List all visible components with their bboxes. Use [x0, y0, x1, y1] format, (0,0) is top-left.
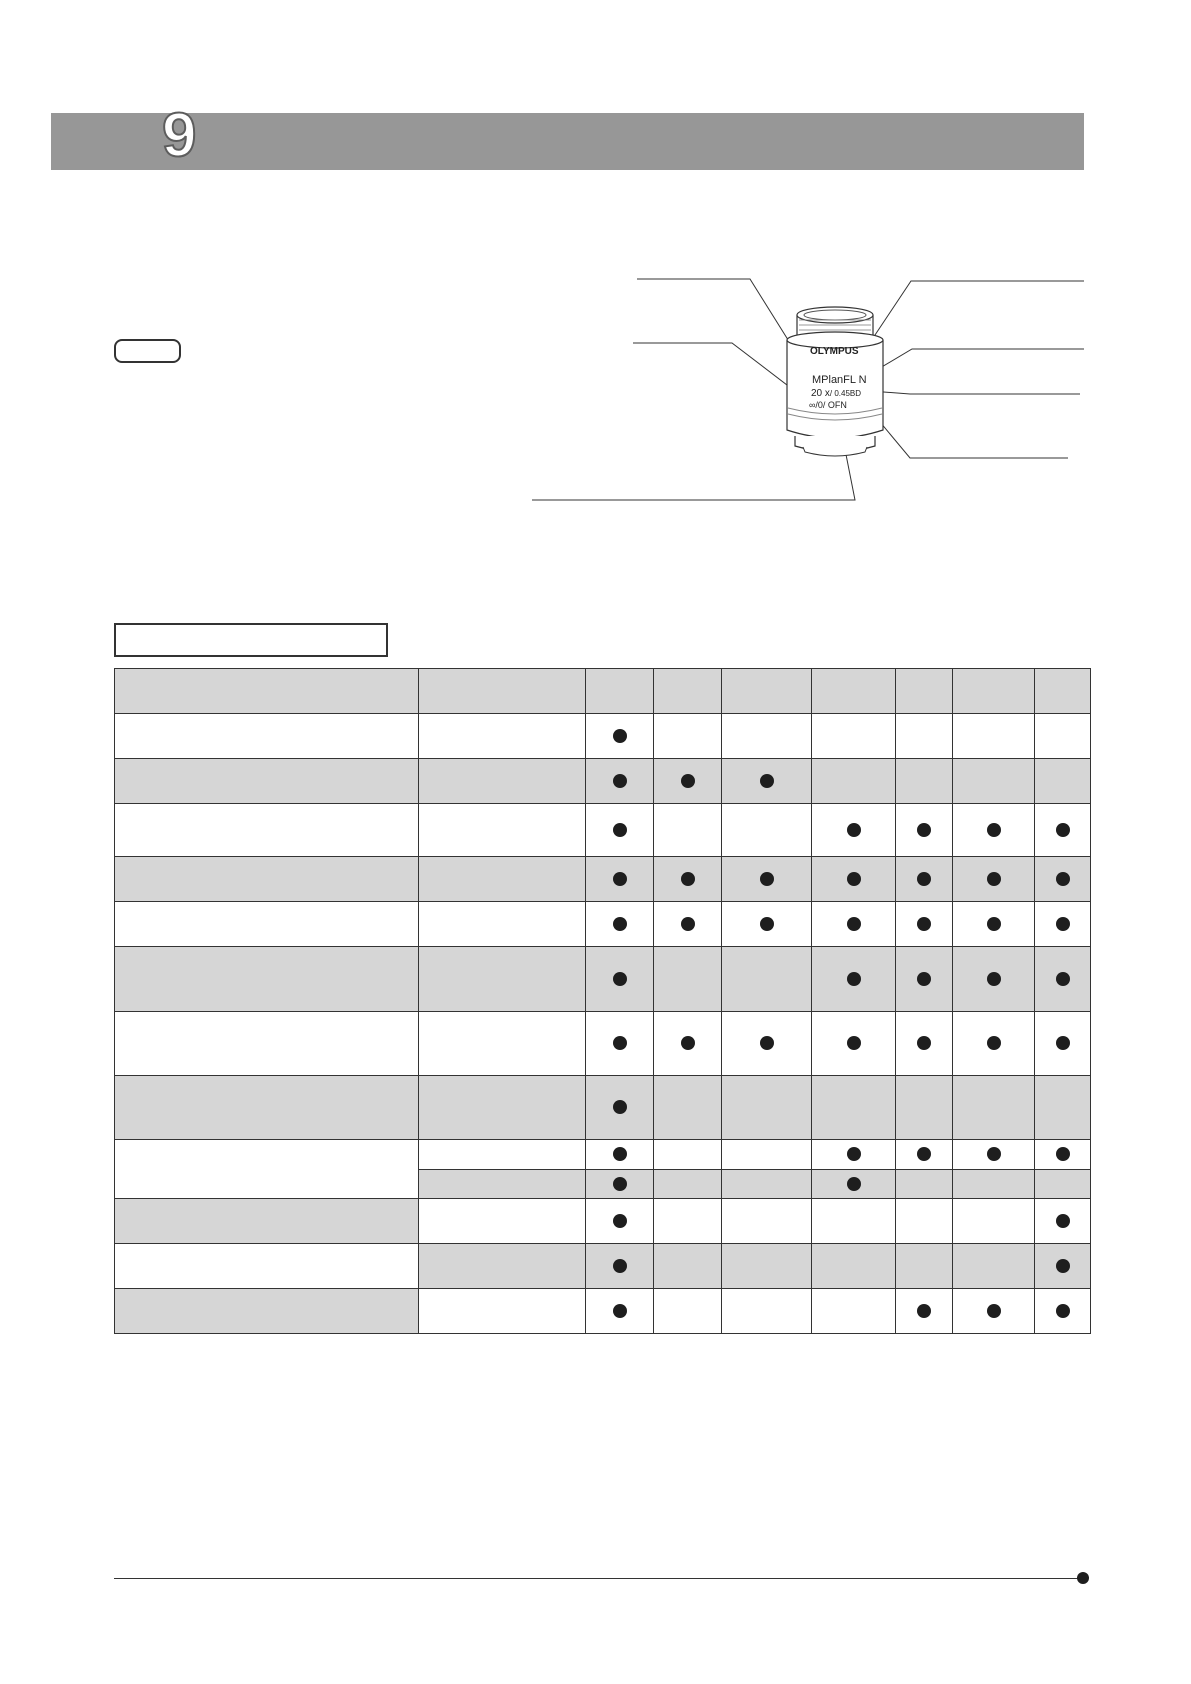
compat-cell	[722, 1244, 812, 1289]
compatible-mark-icon	[613, 1036, 627, 1050]
compatible-mark-icon	[613, 1100, 627, 1114]
compatible-mark-icon	[613, 917, 627, 931]
compat-cell	[1035, 804, 1091, 857]
compat-cell	[586, 1170, 654, 1199]
compat-cell	[953, 1012, 1035, 1076]
row-type-cell	[419, 1140, 586, 1170]
compatible-mark-icon	[613, 1259, 627, 1273]
compat-cell	[812, 1012, 896, 1076]
compatible-mark-icon	[681, 872, 695, 886]
compat-cell	[722, 1199, 812, 1244]
compat-cell	[722, 902, 812, 947]
footer-rule	[114, 1578, 1082, 1579]
compat-cell	[586, 902, 654, 947]
row-label-cell	[115, 804, 419, 857]
leader-line-right-3	[858, 390, 1080, 394]
compatible-mark-icon	[613, 1214, 627, 1228]
compat-cell	[654, 714, 722, 759]
row-type-cell	[419, 1076, 586, 1140]
table-header-cell	[812, 669, 896, 714]
table-row	[115, 1289, 1091, 1334]
compat-cell	[722, 1012, 812, 1076]
compatible-mark-icon	[847, 823, 861, 837]
compat-cell	[1035, 1140, 1091, 1170]
compatible-mark-icon	[681, 1036, 695, 1050]
compat-cell	[722, 1289, 812, 1334]
leader-line-upper-left	[637, 279, 810, 375]
compat-cell	[722, 1170, 812, 1199]
table-header-cell	[654, 669, 722, 714]
compat-cell	[953, 1289, 1035, 1334]
table-row	[115, 1140, 1091, 1170]
compat-cell	[812, 1289, 896, 1334]
compat-cell	[812, 857, 896, 902]
compat-cell	[812, 759, 896, 804]
compatible-mark-icon	[917, 972, 931, 986]
compatible-mark-icon	[681, 917, 695, 931]
compat-cell	[654, 857, 722, 902]
compat-cell	[654, 902, 722, 947]
table-header-cell	[419, 669, 586, 714]
row-label-cell	[115, 1012, 419, 1076]
row-type-cell	[419, 902, 586, 947]
compat-cell	[896, 804, 953, 857]
compat-cell	[654, 947, 722, 1012]
compat-cell	[1035, 1012, 1091, 1076]
compatible-mark-icon	[917, 823, 931, 837]
table-header-cell	[896, 669, 953, 714]
table-row	[115, 759, 1091, 804]
table-header-row	[115, 669, 1091, 714]
compatible-mark-icon	[1056, 1147, 1070, 1161]
compatible-mark-icon	[1056, 1259, 1070, 1273]
compatible-mark-icon	[1056, 1036, 1070, 1050]
compat-cell	[812, 1199, 896, 1244]
compatibility-table	[114, 668, 1091, 1334]
table-header-cell	[953, 669, 1035, 714]
row-type-cell	[419, 714, 586, 759]
table-header-cell	[586, 669, 654, 714]
compat-cell	[896, 1244, 953, 1289]
compat-cell	[654, 1170, 722, 1199]
compatible-mark-icon	[987, 1036, 1001, 1050]
compat-cell	[953, 1199, 1035, 1244]
compatible-mark-icon	[917, 1036, 931, 1050]
row-label-cell	[115, 1289, 419, 1334]
compatible-mark-icon	[917, 1147, 931, 1161]
compatible-mark-icon	[613, 774, 627, 788]
compatible-mark-icon	[847, 972, 861, 986]
compat-cell	[812, 1244, 896, 1289]
row-type-cell	[419, 1170, 586, 1199]
compat-cell	[953, 759, 1035, 804]
compat-cell	[1035, 714, 1091, 759]
row-label-cell	[115, 1244, 419, 1289]
compat-cell	[953, 804, 1035, 857]
compat-cell	[586, 1140, 654, 1170]
compat-cell	[722, 714, 812, 759]
table-row	[115, 857, 1091, 902]
compatible-mark-icon	[1056, 1304, 1070, 1318]
compatible-mark-icon	[987, 972, 1001, 986]
compatible-mark-icon	[613, 972, 627, 986]
compat-cell	[722, 804, 812, 857]
compatible-mark-icon	[847, 1147, 861, 1161]
compatible-mark-icon	[847, 1036, 861, 1050]
compatible-mark-icon	[1056, 972, 1070, 986]
compat-cell	[896, 1012, 953, 1076]
compat-cell	[896, 714, 953, 759]
row-type-cell	[419, 1289, 586, 1334]
compat-cell	[586, 1012, 654, 1076]
compatible-mark-icon	[681, 774, 695, 788]
compatible-mark-icon	[987, 823, 1001, 837]
compatible-mark-icon	[1056, 872, 1070, 886]
compat-cell	[812, 1170, 896, 1199]
leader-line-upper-right	[855, 281, 1084, 365]
table-header-cell	[115, 669, 419, 714]
compat-cell	[586, 1076, 654, 1140]
compat-cell	[654, 1012, 722, 1076]
compat-cell	[812, 1076, 896, 1140]
compatible-mark-icon	[613, 872, 627, 886]
compat-cell	[896, 1170, 953, 1199]
compat-cell	[953, 1170, 1035, 1199]
compat-cell	[722, 857, 812, 902]
compat-cell	[586, 1244, 654, 1289]
compat-cell	[953, 714, 1035, 759]
compatible-mark-icon	[1056, 823, 1070, 837]
compat-cell	[654, 1244, 722, 1289]
compat-cell	[812, 1140, 896, 1170]
compat-cell	[654, 1140, 722, 1170]
compatible-mark-icon	[613, 823, 627, 837]
objective-model: MPlanFL N	[812, 374, 867, 386]
table-header-cell	[722, 669, 812, 714]
compatible-mark-icon	[847, 917, 861, 931]
compat-cell	[586, 804, 654, 857]
compat-cell	[586, 1289, 654, 1334]
footer-dot	[1077, 1572, 1089, 1584]
compatible-mark-icon	[760, 872, 774, 886]
compat-cell	[1035, 1199, 1091, 1244]
compat-cell	[812, 714, 896, 759]
row-type-cell	[419, 1012, 586, 1076]
compatible-mark-icon	[760, 917, 774, 931]
compat-cell	[722, 1140, 812, 1170]
compat-cell	[953, 857, 1035, 902]
compat-cell	[812, 804, 896, 857]
compat-cell	[722, 947, 812, 1012]
compat-cell	[953, 1076, 1035, 1140]
leader-line-right-4	[870, 410, 1068, 458]
objective-spec	[811, 388, 861, 399]
compat-cell	[953, 1140, 1035, 1170]
compat-cell	[586, 759, 654, 804]
objective-spec-magnification: 20 x	[811, 388, 830, 399]
table-row	[115, 804, 1091, 857]
compat-cell	[586, 714, 654, 759]
compat-cell	[896, 1289, 953, 1334]
compat-cell	[654, 1289, 722, 1334]
compatible-mark-icon	[987, 917, 1001, 931]
compat-cell	[654, 1076, 722, 1140]
compat-cell	[812, 902, 896, 947]
compatible-mark-icon	[917, 1304, 931, 1318]
compatible-mark-icon	[760, 1036, 774, 1050]
compat-cell	[953, 947, 1035, 1012]
compat-cell	[1035, 857, 1091, 902]
compat-cell	[896, 1076, 953, 1140]
table-row	[115, 902, 1091, 947]
table-row	[115, 947, 1091, 1012]
section-label-box	[114, 623, 388, 657]
table-row	[115, 1076, 1091, 1140]
table-header-cell	[1035, 669, 1091, 714]
compat-cell	[654, 804, 722, 857]
compatible-mark-icon	[613, 1304, 627, 1318]
table-row	[115, 1199, 1091, 1244]
row-type-cell	[419, 1199, 586, 1244]
compat-cell	[896, 1140, 953, 1170]
objective-spec-na: / 0.45BD	[829, 389, 862, 398]
chapter-number: 9	[162, 101, 197, 170]
compatible-mark-icon	[917, 917, 931, 931]
compatible-mark-icon	[760, 774, 774, 788]
compat-cell	[953, 902, 1035, 947]
row-label-cell	[115, 1140, 419, 1199]
compat-cell	[586, 857, 654, 902]
compatible-mark-icon	[847, 872, 861, 886]
compatible-mark-icon	[917, 872, 931, 886]
row-label-cell	[115, 1199, 419, 1244]
objective-diagram	[0, 0, 1191, 520]
compat-cell	[654, 1199, 722, 1244]
row-type-cell	[419, 947, 586, 1012]
compat-cell	[812, 947, 896, 1012]
compat-cell	[896, 857, 953, 902]
compatible-mark-icon	[847, 1177, 861, 1191]
compatible-mark-icon	[613, 1177, 627, 1191]
objective-brand: OLYMPUS	[810, 346, 859, 357]
compat-cell	[1035, 1244, 1091, 1289]
compat-cell	[896, 759, 953, 804]
row-type-cell	[419, 1244, 586, 1289]
compat-cell	[1035, 947, 1091, 1012]
compat-cell	[1035, 1170, 1091, 1199]
row-type-cell	[419, 804, 586, 857]
compat-cell	[722, 759, 812, 804]
row-label-cell	[115, 714, 419, 759]
compat-cell	[1035, 1076, 1091, 1140]
compatible-mark-icon	[613, 1147, 627, 1161]
compatible-mark-icon	[1056, 1214, 1070, 1228]
leader-line-middle-left	[633, 343, 804, 398]
compat-cell	[722, 1076, 812, 1140]
compatible-mark-icon	[1056, 917, 1070, 931]
compat-cell	[896, 1199, 953, 1244]
row-label-cell	[115, 1076, 419, 1140]
objective-spec-line2: ∞/0/ OFN	[809, 400, 847, 410]
row-type-cell	[419, 857, 586, 902]
compat-cell	[1035, 902, 1091, 947]
table-row	[115, 1244, 1091, 1289]
compat-cell	[896, 902, 953, 947]
compat-cell	[1035, 1289, 1091, 1334]
compat-cell	[586, 1199, 654, 1244]
compatible-mark-icon	[613, 729, 627, 743]
row-label-cell	[115, 857, 419, 902]
compat-cell	[654, 759, 722, 804]
compatible-mark-icon	[987, 872, 1001, 886]
row-label-cell	[115, 947, 419, 1012]
compat-cell	[1035, 759, 1091, 804]
compat-cell	[953, 1244, 1035, 1289]
compat-cell	[896, 947, 953, 1012]
table-row	[115, 1012, 1091, 1076]
table-row	[115, 714, 1091, 759]
compat-cell	[586, 947, 654, 1012]
row-label-cell	[115, 759, 419, 804]
row-type-cell	[419, 759, 586, 804]
row-label-cell	[115, 902, 419, 947]
compatible-mark-icon	[987, 1304, 1001, 1318]
compatible-mark-icon	[987, 1147, 1001, 1161]
